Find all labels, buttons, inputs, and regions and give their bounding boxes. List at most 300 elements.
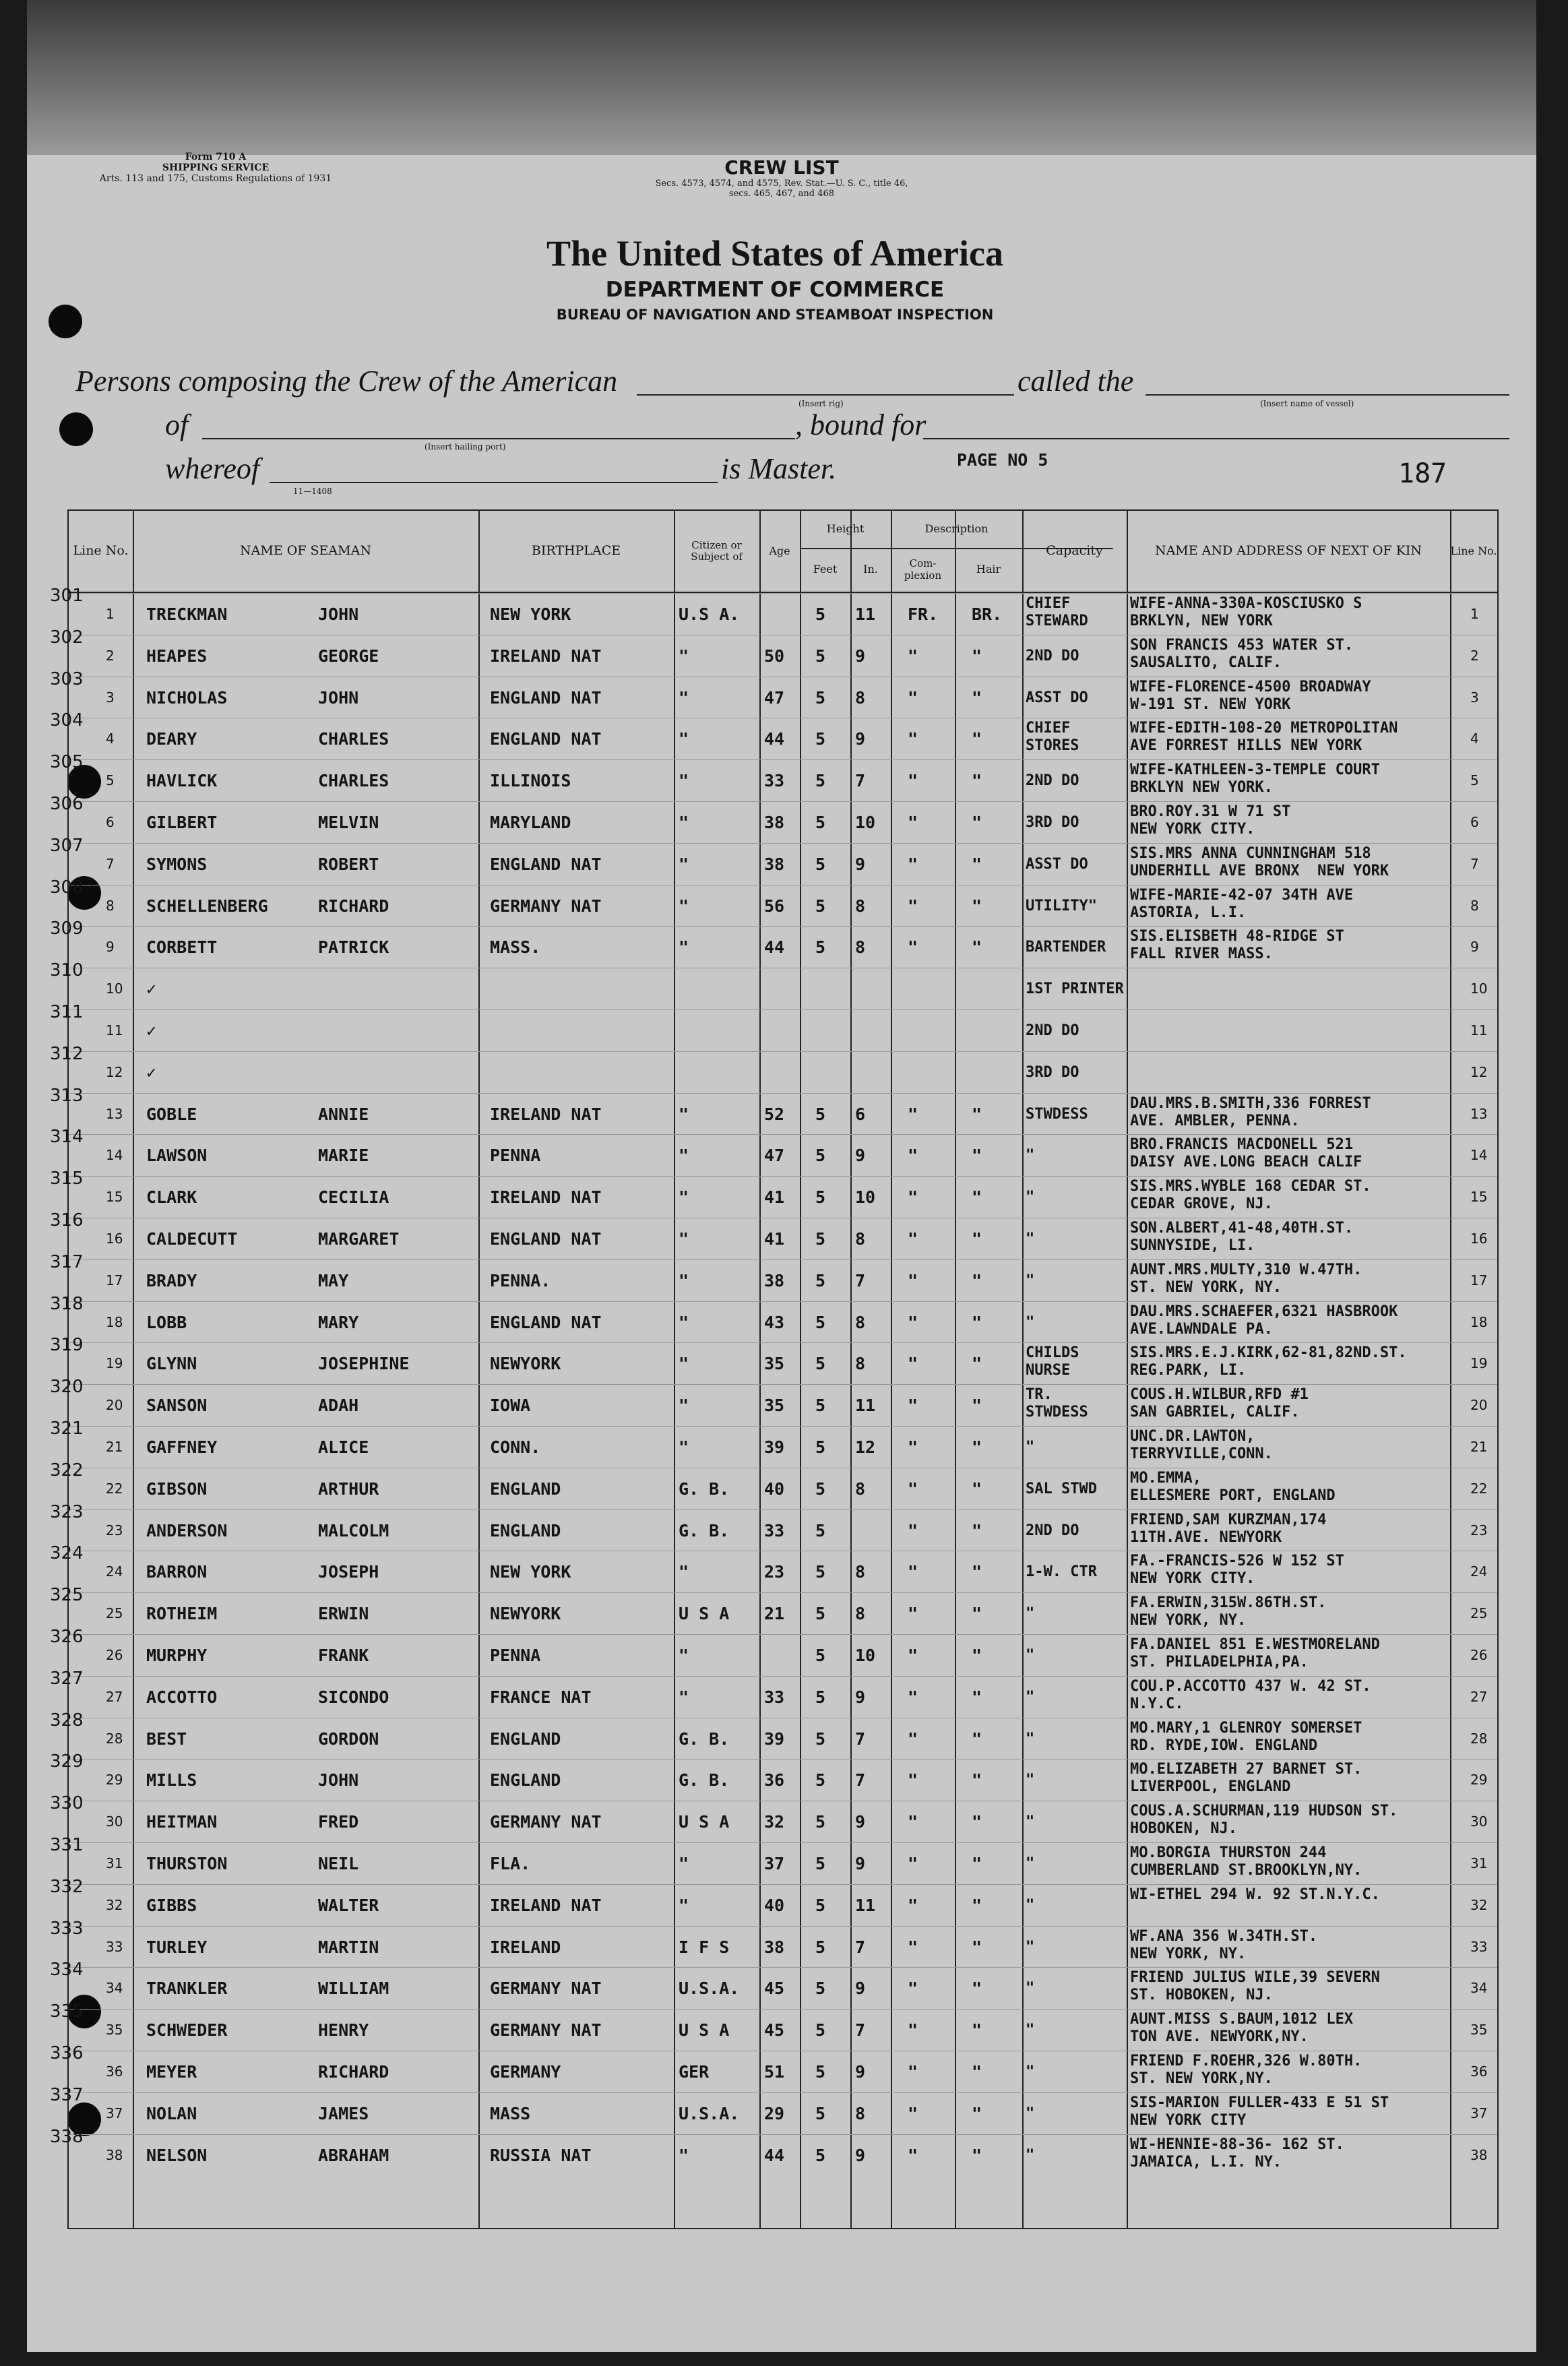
hair: "	[972, 687, 982, 708]
hair: "	[972, 1854, 982, 1873]
age: 35	[764, 1396, 785, 1416]
row-line-number: 29	[106, 1772, 123, 1788]
row-ext-number: 320	[50, 1377, 84, 1398]
seaman-last-name: LAWSON	[146, 1146, 208, 1166]
birthplace: PENNA.	[490, 1270, 551, 1290]
row-line-number-right: 1	[1470, 606, 1479, 622]
height-feet: 5	[815, 1937, 826, 1957]
row-ext-number: 335	[50, 2001, 84, 2022]
row-line-number: 30	[106, 1813, 123, 1830]
birthplace: ENGLAND	[490, 1520, 561, 1540]
row-line-number-right: 38	[1470, 2146, 1488, 2163]
birthplace: GERMANY NAT	[490, 896, 602, 916]
age: 45	[764, 2020, 785, 2041]
height-inches: 11	[855, 604, 876, 624]
row-ext-number: 330	[50, 1793, 84, 1814]
height-inches: 11	[855, 1895, 876, 1915]
complexion: "	[908, 1770, 918, 1791]
age: 38	[764, 813, 785, 832]
capacity: "	[1026, 1896, 1035, 1914]
seaman-first-name: MALCOLM	[318, 1520, 389, 1540]
row-ext-number: 338	[50, 2126, 84, 2147]
height-feet: 5	[815, 1146, 826, 1166]
seaman-first-name: ABRAHAM	[318, 2145, 389, 2165]
capacity: 2ND DO	[1026, 647, 1079, 664]
hair: "	[972, 1312, 982, 1332]
hair: "	[972, 771, 982, 791]
height-inches: 10	[855, 813, 876, 832]
height-inches: 9	[855, 1979, 866, 1999]
table-row	[50, 835, 1497, 885]
seaman-first-name: SICONDO	[318, 1687, 389, 1707]
seaman-first-name: MAY	[318, 1270, 349, 1290]
seaman-last-name: NICHOLAS	[146, 687, 228, 708]
table-row	[50, 1835, 1497, 1884]
age: 32	[764, 1812, 785, 1832]
row-line-number-right: 31	[1470, 1855, 1488, 1871]
form-number: Form 710 A	[185, 152, 247, 162]
height-inches: 9	[855, 1687, 866, 1707]
hair: "	[972, 1604, 982, 1624]
citizenship: "	[679, 937, 689, 958]
row-line-number: 35	[106, 2022, 123, 2038]
row-line-number-right: 3	[1470, 689, 1479, 706]
seaman-first-name: PATRICK	[318, 937, 389, 958]
capacity: 2ND DO	[1026, 1022, 1079, 1039]
bureau: BUREAU OF NAVIGATION AND STEAMBOAT INSPECTION	[556, 307, 994, 323]
hair: "	[972, 1270, 982, 1290]
birthplace: IRELAND	[490, 1937, 561, 1957]
birthplace: NEW YORK	[490, 604, 571, 624]
age: 51	[764, 2062, 785, 2082]
next-of-kin: MO.EMMA, ELLESMERE PORT, ENGLAND	[1130, 1469, 1336, 1504]
age: 38	[764, 1270, 785, 1290]
row-line-number-right: 6	[1470, 814, 1479, 830]
row-ext-number: 326	[50, 1627, 84, 1647]
height-feet: 5	[815, 604, 826, 624]
persons-label: Persons composing the Crew of the American	[75, 365, 618, 398]
seaman-first-name: ERWIN	[318, 1604, 369, 1624]
complexion: "	[908, 1562, 918, 1582]
age: 47	[764, 687, 785, 708]
citizenship: "	[679, 1437, 689, 1457]
row-ext-number: 331	[50, 1835, 84, 1855]
table-row	[50, 1751, 1497, 1801]
table-row	[50, 586, 1497, 635]
row-ext-number: 325	[50, 1585, 84, 1606]
whereof-label: whereof	[165, 452, 260, 485]
age: 29	[764, 2103, 785, 2123]
row-line-number-right: 28	[1470, 1730, 1488, 1747]
row-ext-number: 306	[50, 794, 84, 814]
punch-hole	[59, 412, 93, 446]
seaman-last-name: THURSTON	[146, 1854, 228, 1873]
citizenship: U.S.A.	[679, 2103, 740, 2123]
birthplace	[490, 1010, 672, 1051]
row-line-number-right: 7	[1470, 855, 1479, 872]
height-inches: 9	[855, 2145, 866, 2165]
height-feet: 5	[815, 1646, 826, 1665]
header-line-no-right: Line No.	[1450, 544, 1497, 557]
citizenship: U S A	[679, 2020, 730, 2041]
table-row	[50, 1293, 1497, 1343]
capacity: "	[1026, 2022, 1035, 2039]
seaman-last-name: ROTHEIM	[146, 1604, 218, 1624]
age: 40	[764, 1895, 785, 1915]
height-feet: 5	[815, 1895, 826, 1915]
height-feet: 5	[815, 854, 826, 874]
complexion: "	[908, 1937, 918, 1957]
seaman-last-name: SCHELLENBERG	[146, 896, 268, 916]
seaman-last-name: GIBBS	[146, 1895, 197, 1915]
capacity: CHIEF STORES	[1026, 720, 1079, 755]
seaman-first-name: CHARLES	[318, 729, 389, 749]
age: 52	[764, 1104, 785, 1124]
seaman-last-name: GILBERT	[146, 813, 218, 832]
capacity: "	[1026, 1855, 1035, 1872]
next-of-kin: FA.-FRANCIS-526 W 152 ST NEW YORK CITY.	[1130, 1553, 1344, 1588]
height-feet: 5	[815, 1437, 826, 1457]
citizenship: "	[679, 687, 689, 708]
seaman-first-name: FRANK	[318, 1646, 369, 1665]
capacity: SAL STWD	[1026, 1480, 1097, 1497]
hair: "	[972, 2103, 982, 2123]
height-feet	[815, 1052, 846, 1093]
header-citizen: Citizen or Subject of	[691, 538, 743, 563]
hair	[972, 968, 1019, 1009]
birthplace: CONN.	[490, 1437, 541, 1457]
row-line-number-right: 18	[1470, 1313, 1488, 1330]
scan-top-edge	[27, 0, 1536, 155]
hair: "	[972, 2145, 982, 2165]
capacity: 3RD DO	[1026, 814, 1079, 831]
row-ext-number: 311	[50, 1002, 84, 1022]
age: 44	[764, 729, 785, 749]
birthplace: IRELAND NAT	[490, 1895, 602, 1915]
height-inches: 8	[855, 687, 866, 708]
row-line-number-right: 5	[1470, 772, 1479, 789]
sections-line-2: secs. 465, 467, and 468	[728, 189, 835, 199]
next-of-kin: SON.ALBERT,41-48,40TH.ST. SUNNYSIDE, LI.	[1130, 1220, 1354, 1254]
height-feet: 5	[815, 1687, 826, 1707]
hair: "	[972, 1895, 982, 1915]
birthplace: FLA.	[490, 1854, 531, 1873]
height-inches: 7	[855, 1729, 866, 1749]
next-of-kin	[1130, 970, 1494, 1008]
height-feet	[815, 968, 846, 1009]
complexion: "	[908, 1854, 918, 1873]
height-feet: 5	[815, 1520, 826, 1540]
height-inches	[855, 1010, 889, 1051]
table-row	[50, 1085, 1497, 1135]
seaman-first-name	[318, 1052, 476, 1093]
capacity: ASST DO	[1026, 855, 1088, 873]
age	[764, 1635, 798, 1676]
table-row	[50, 2126, 1497, 2176]
birthplace: FRANCE NAT	[490, 1687, 592, 1707]
age: 37	[764, 1854, 785, 1873]
height-feet: 5	[815, 1396, 826, 1416]
next-of-kin	[1130, 1011, 1494, 1050]
birthplace: NEWYORK	[490, 1354, 561, 1374]
height-inches: 8	[855, 1229, 866, 1249]
row-line-number-right: 14	[1470, 1147, 1488, 1164]
birthplace: ENGLAND NAT	[490, 729, 602, 749]
age	[764, 1010, 798, 1051]
age: 44	[764, 937, 785, 958]
row-ext-number: 321	[50, 1419, 84, 1439]
row-line-number-right: 29	[1470, 1772, 1488, 1788]
citizenship: "	[679, 854, 689, 874]
height-inches: 8	[855, 1478, 866, 1499]
seaman-last-name: HEITMAN	[146, 1812, 218, 1832]
age: 21	[764, 1604, 785, 1624]
capacity: "	[1026, 2105, 1035, 2122]
capacity: UTILITY"	[1026, 897, 1097, 914]
seaman-last-name: TRANKLER	[146, 1979, 228, 1999]
next-of-kin: COUS.A.SCHURMAN,119 HUDSON ST. HOBOKEN, NJ.	[1130, 1803, 1398, 1838]
header-age: Age	[769, 544, 790, 557]
next-of-kin: WF.ANA 356 W.34TH.ST. NEW YORK, NY.	[1130, 1927, 1318, 1962]
age: 35	[764, 1354, 785, 1374]
row-line-number-right: 4	[1470, 730, 1479, 747]
age: 33	[764, 1520, 785, 1540]
birthplace: PENNA	[490, 1146, 541, 1166]
hair: "	[972, 1146, 982, 1166]
capacity: 3RD DO	[1026, 1063, 1079, 1081]
height-feet: 5	[815, 1979, 826, 1999]
hair: "	[972, 896, 982, 916]
citizenship: "	[679, 1562, 689, 1582]
row-line-number: 21	[106, 1439, 123, 1455]
hair: "	[972, 729, 982, 749]
hair: "	[972, 1937, 982, 1957]
seaman-first-name: WALTER	[318, 1895, 379, 1915]
row-line-number: 20	[106, 1397, 123, 1414]
hair: "	[972, 1646, 982, 1665]
next-of-kin: WI-HENNIE-88-36- 162 ST. JAMAICA, L.I. NY.	[1130, 2136, 1344, 2171]
birthplace	[490, 968, 672, 1009]
complexion: "	[908, 2020, 918, 2041]
row-line-number-right: 27	[1470, 1688, 1488, 1705]
next-of-kin: WIFE-ANNA-330A-KOSCIUSKO S BRKLYN, NEW YORK	[1130, 595, 1362, 629]
vessel-line[interactable]	[1146, 394, 1509, 396]
rig-caption: (Insert rig)	[798, 399, 844, 408]
table-row	[50, 960, 1497, 1009]
header-hair: Hair	[976, 563, 1001, 576]
seaman-last-name: ✓	[146, 979, 157, 999]
row-line-number-right: 19	[1470, 1355, 1488, 1372]
table-row	[50, 710, 1497, 759]
height-feet: 5	[815, 1104, 826, 1124]
row-line-number-right: 33	[1470, 1938, 1488, 1955]
height-feet: 5	[815, 937, 826, 958]
birthplace: IRELAND NAT	[490, 646, 602, 666]
row-line-number: 28	[106, 1730, 123, 1747]
complexion	[908, 968, 951, 1009]
next-of-kin: MO.MARY,1 GLENROY SOMERSET RD. RYDE,IOW. ENGLAND	[1130, 1719, 1362, 1754]
seaman-last-name: HAVLICK	[146, 771, 218, 791]
age: 36	[764, 1770, 785, 1791]
row-ext-number: 324	[50, 1543, 84, 1564]
birthplace: GERMANY	[490, 2062, 561, 2082]
complexion: "	[908, 1312, 918, 1332]
port-line[interactable]	[202, 438, 795, 439]
height-inches: 8	[855, 896, 866, 916]
hair: "	[972, 1520, 982, 1540]
row-line-number: 13	[106, 1105, 123, 1122]
next-of-kin: WIFE-KATHLEEN-3-TEMPLE COURT BRKLYN NEW YORK.	[1130, 761, 1380, 797]
birthplace: MARYLAND	[490, 813, 571, 832]
next-of-kin: WIFE-EDITH-108-20 METROPOLITAN AVE FORREST HILLS NEW YORK	[1130, 720, 1398, 755]
height-feet: 5	[815, 896, 826, 916]
birthplace: MASS.	[490, 937, 541, 958]
row-line-number: 38	[106, 2146, 123, 2163]
next-of-kin: SON FRANCIS 453 WATER ST. SAUSALITO, CALIF.	[1130, 636, 1354, 671]
height-feet: 5	[815, 2103, 826, 2123]
birthplace: GERMANY NAT	[490, 1979, 602, 1999]
table-row	[50, 627, 1497, 677]
row-line-number-right: 9	[1470, 939, 1479, 956]
height-feet: 5	[815, 646, 826, 666]
height-feet: 5	[815, 1478, 826, 1499]
next-of-kin: FRIEND F.ROEHR,326 W.80TH. ST. NEW YORK,NY.	[1130, 2053, 1362, 2087]
citizenship: G. B.	[679, 1729, 730, 1749]
row-line-number: 24	[106, 1563, 123, 1580]
complexion: "	[908, 646, 918, 666]
table-row	[50, 1127, 1497, 1176]
row-ext-number: 316	[50, 1210, 84, 1231]
row-ext-number: 327	[50, 1668, 84, 1689]
citizenship: "	[679, 1854, 689, 1873]
citizenship: "	[679, 1646, 689, 1665]
articles: Arts. 113 and 175, Customs Regulations of 1931	[99, 173, 332, 184]
hair: "	[972, 813, 982, 832]
row-ext-number: 332	[50, 1876, 84, 1897]
row-line-number: 19	[106, 1355, 123, 1372]
capacity: "	[1026, 1647, 1035, 1664]
nation-title: The United States of America	[546, 233, 1003, 274]
height-inches: 8	[855, 1312, 866, 1332]
master-line[interactable]	[270, 482, 718, 483]
citizenship: "	[679, 646, 689, 666]
height-inches: 7	[855, 1270, 866, 1290]
row-line-number-right: 32	[1470, 1896, 1488, 1913]
punch-hole	[49, 305, 82, 338]
hair: "	[972, 937, 982, 958]
seaman-last-name: GOBLE	[146, 1104, 197, 1124]
table-row	[50, 1710, 1497, 1760]
height-inches: 7	[855, 2020, 866, 2041]
row-ext-number: 310	[50, 960, 84, 981]
seaman-first-name: ARTHUR	[318, 1478, 379, 1499]
age: 50	[764, 646, 785, 666]
height-feet: 5	[815, 1854, 826, 1873]
complexion: "	[908, 1354, 918, 1374]
capacity: "	[1026, 1813, 1035, 1831]
row-line-number: 25	[106, 1605, 123, 1622]
citizenship: "	[679, 1270, 689, 1290]
rig-line[interactable]	[637, 394, 1014, 396]
citizenship: "	[679, 1396, 689, 1416]
table-row	[50, 1043, 1497, 1093]
form-info	[74, 152, 357, 184]
seaman-first-name: CECILIA	[318, 1187, 389, 1208]
row-line-number-right: 11	[1470, 1022, 1488, 1038]
of-label: of	[165, 408, 189, 441]
birthplace: GERMANY NAT	[490, 2020, 602, 2041]
complexion: "	[908, 1104, 918, 1124]
height-inches: 9	[855, 1146, 866, 1166]
height-feet: 5	[815, 813, 826, 832]
row-line-number-right: 22	[1470, 1480, 1488, 1497]
row-ext-number: 309	[50, 919, 84, 939]
height-inches: 7	[855, 771, 866, 791]
citizenship: U.S.A.	[679, 1979, 740, 1999]
row-line-number: 1	[106, 606, 115, 622]
height-feet: 5	[815, 1604, 826, 1624]
next-of-kin: WI-ETHEL 294 W. 92 ST.N.Y.C.	[1130, 1886, 1380, 1903]
bound-line[interactable]	[923, 438, 1509, 439]
height-inches: 9	[855, 729, 866, 749]
citizenship: "	[679, 1229, 689, 1249]
birthplace	[490, 1052, 672, 1093]
age: 41	[764, 1229, 785, 1249]
hair: "	[972, 1729, 982, 1749]
citizenship: "	[679, 1895, 689, 1915]
seaman-first-name: ROBERT	[318, 854, 379, 874]
seaman-first-name: JOSEPHINE	[318, 1354, 410, 1374]
page-number: 187	[1398, 458, 1447, 489]
row-line-number: 31	[106, 1855, 123, 1871]
hair: "	[972, 1478, 982, 1499]
seaman-last-name: ✓	[146, 1021, 157, 1040]
age: 33	[764, 1687, 785, 1707]
capacity: "	[1026, 1439, 1035, 1456]
row-ext-number: 307	[50, 835, 84, 856]
capacity: "	[1026, 1980, 1035, 1997]
row-ext-number: 337	[50, 2084, 84, 2105]
seaman-first-name: GEORGE	[318, 646, 379, 666]
complexion: "	[908, 1229, 918, 1249]
row-ext-number: 315	[50, 1169, 84, 1189]
row-ext-number: 328	[50, 1710, 84, 1731]
seaman-first-name: JOSEPH	[318, 1562, 379, 1582]
citizenship: U S A	[679, 1812, 730, 1832]
next-of-kin: AUNT.MISS S.BAUM,1012 LEX TON AVE. NEWYORK,NY.	[1130, 2011, 1354, 2046]
table-row	[50, 1002, 1497, 1051]
table-row	[50, 919, 1497, 968]
complexion: "	[908, 1520, 918, 1540]
table-row	[50, 668, 1497, 718]
master-label: is Master.	[721, 452, 837, 485]
citizenship: "	[679, 729, 689, 749]
seaman-last-name: GAFFNEY	[146, 1437, 218, 1457]
seaman-first-name: MARY	[318, 1312, 359, 1332]
height-inches: 8	[855, 937, 866, 958]
table-row	[50, 2084, 1497, 2134]
height-feet: 5	[815, 687, 826, 708]
complexion: "	[908, 1396, 918, 1416]
row-line-number-right: 35	[1470, 2022, 1488, 2038]
row-ext-number: 308	[50, 877, 84, 898]
height-inches: 12	[855, 1437, 876, 1457]
citizenship: U.S A.	[679, 604, 740, 624]
hair	[972, 1052, 1019, 1093]
hair: "	[972, 1104, 982, 1124]
row-line-number-right: 25	[1470, 1605, 1488, 1622]
complexion: "	[908, 729, 918, 749]
